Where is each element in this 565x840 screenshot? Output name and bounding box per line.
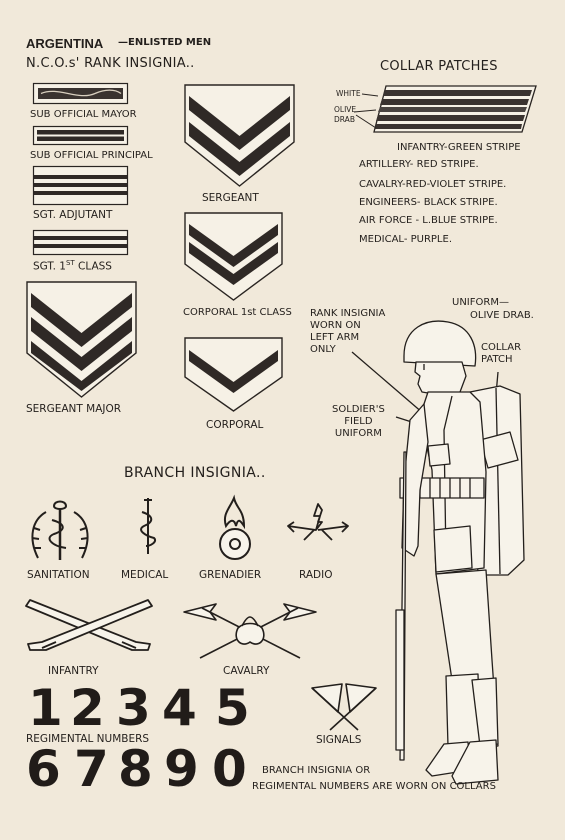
sergeant-label: SERGEANT bbox=[202, 192, 259, 204]
field-uniform-note: SOLDIER'S FIELD UNIFORM bbox=[332, 404, 385, 439]
collar-note-line-2: REGIMENTAL NUMBERS ARE WORN ON COLLARS bbox=[252, 781, 496, 792]
numeral-8: 8 bbox=[118, 740, 153, 798]
collar-line-artillery: ARTILLERY- RED STRIPE. bbox=[359, 159, 479, 170]
numeral-0: 0 bbox=[212, 740, 247, 798]
cavalry-insignia bbox=[182, 598, 318, 664]
sanitation-label: SANITATION bbox=[27, 569, 90, 581]
rank-insignia-note: RANK INSIGNIA WORN ON LEFT ARM ONLY bbox=[310, 308, 386, 355]
collar-drab-label: DRAB bbox=[334, 115, 355, 124]
radio-insignia bbox=[286, 500, 350, 544]
collar-line-engineers: ENGINEERS- BLACK STRIPE. bbox=[359, 197, 498, 208]
collar-patch-note: COLLAR PATCH bbox=[481, 342, 522, 365]
numeral-9: 9 bbox=[164, 740, 199, 798]
infantry-insignia bbox=[24, 598, 154, 656]
numeral-6: 6 bbox=[26, 740, 61, 798]
numeral-1: 1 bbox=[28, 679, 63, 737]
regimental-numbers-label: REGIMENTAL NUMBERS bbox=[26, 733, 150, 745]
infantry-label: INFANTRY bbox=[48, 665, 99, 677]
country-title: ARGENTINA bbox=[26, 36, 104, 51]
sgt-1st-class-label: SGT. 1ST CLASS bbox=[33, 259, 112, 273]
page-subtitle: —ENLISTED MEN bbox=[118, 37, 212, 48]
numeral-4: 4 bbox=[162, 679, 197, 737]
branch-insignia-title: BRANCH INSIGNIA.. bbox=[124, 465, 266, 481]
collar-line-air-force: AIR FORCE - L.BLUE STRIPE. bbox=[359, 215, 498, 226]
corporal-label: CORPORAL bbox=[206, 419, 264, 431]
uniform-color-note: UNIFORM— OLIVE DRAB. bbox=[452, 297, 534, 321]
signals-insignia bbox=[308, 682, 380, 732]
grenadier-insignia bbox=[212, 496, 258, 562]
collar-white-label: WHITE bbox=[336, 89, 361, 98]
radio-label: RADIO bbox=[299, 569, 333, 581]
signals-label: SIGNALS bbox=[316, 734, 362, 746]
numeral-3: 3 bbox=[116, 679, 151, 737]
collar-line-cavalry: CAVALRY-RED-VIOLET STRIPE. bbox=[359, 179, 507, 190]
collar-olive-label: OLIVE bbox=[334, 105, 357, 114]
grenadier-label: GRENADIER bbox=[199, 569, 262, 581]
collar-line-infantry: INFANTRY-GREEN STRIPE bbox=[397, 142, 521, 153]
numeral-5: 5 bbox=[215, 679, 250, 737]
collar-note-line-1: BRANCH INSIGNIA OR bbox=[262, 765, 371, 776]
sub-official-mayor-label: SUB OFFICIAL MAYOR bbox=[30, 109, 137, 120]
numeral-2: 2 bbox=[70, 679, 105, 737]
numeral-7: 7 bbox=[74, 740, 109, 798]
corporal-1st-class-label: CORPORAL 1st CLASS bbox=[183, 307, 292, 318]
collar-patches-title: COLLAR PATCHES bbox=[380, 59, 498, 74]
sergeant-major-label: SERGEANT MAJOR bbox=[26, 403, 122, 415]
sanitation-insignia bbox=[28, 498, 92, 564]
sub-official-principal-label: SUB OFFICIAL PRINCIPAL bbox=[30, 150, 153, 161]
medical-label: MEDICAL bbox=[121, 569, 169, 581]
nco-rank-title: N.C.O.s' RANK INSIGNIA.. bbox=[26, 56, 195, 71]
cavalry-label: CAVALRY bbox=[223, 665, 270, 677]
collar-line-medical: MEDICAL- PURPLE. bbox=[359, 234, 452, 245]
medical-insignia bbox=[136, 494, 160, 556]
sgt-adjutant-label: SGT. ADJUTANT bbox=[33, 209, 113, 221]
